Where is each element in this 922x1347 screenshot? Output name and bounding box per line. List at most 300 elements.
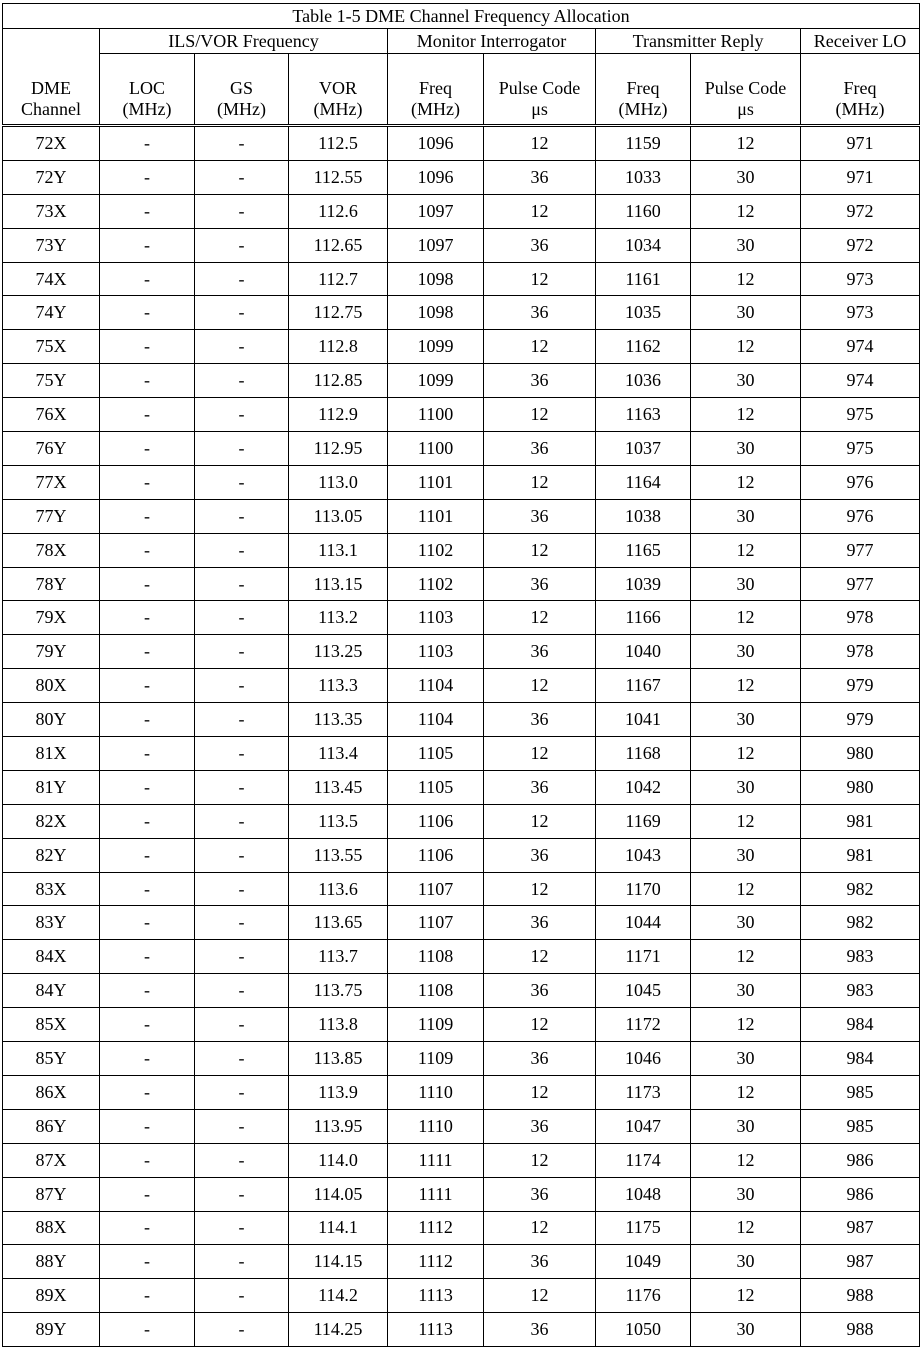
cell-transmitter-pulse: 12: [691, 465, 801, 499]
cell-receiver-freq: 981: [801, 804, 920, 838]
cell-transmitter-pulse: 30: [691, 838, 801, 872]
cell-gs: -: [195, 228, 289, 262]
cell-transmitter-freq: 1169: [596, 804, 691, 838]
cell-monitor-freq: 1108: [388, 974, 484, 1008]
cell-dme-channel: 89X: [3, 1279, 100, 1313]
cell-gs: -: [195, 296, 289, 330]
cell-monitor-freq: 1108: [388, 940, 484, 974]
cell-vor: 113.55: [289, 838, 388, 872]
sub-header-row: [3, 54, 920, 126]
cell-monitor-pulse: 12: [484, 872, 596, 906]
cell-vor: 113.8: [289, 1008, 388, 1042]
table-row: [3, 330, 920, 364]
cell-transmitter-freq: 1044: [596, 906, 691, 940]
cell-transmitter-pulse: 30: [691, 635, 801, 669]
cell-receiver-freq: 985: [801, 1109, 920, 1143]
cell-vor: 113.4: [289, 737, 388, 771]
cell-receiver-freq: 988: [801, 1279, 920, 1313]
cell-vor: 112.8: [289, 330, 388, 364]
cell-dme-channel: 84X: [3, 940, 100, 974]
cell-dme-channel: 87X: [3, 1143, 100, 1177]
cell-dme-channel: 83X: [3, 872, 100, 906]
cell-monitor-pulse: 36: [484, 838, 596, 872]
cell-monitor-pulse: 36: [484, 1313, 596, 1347]
cell-monitor-freq: 1105: [388, 770, 484, 804]
cell-vor: 112.6: [289, 194, 388, 228]
cell-transmitter-freq: 1033: [596, 160, 691, 194]
cell-loc: -: [100, 262, 195, 296]
group-ils-vor: ILS/VOR Frequency: [100, 29, 388, 54]
cell-monitor-pulse: 12: [484, 1008, 596, 1042]
cell-gs: -: [195, 262, 289, 296]
header-loc-label: LOC (MHz): [122, 78, 172, 119]
cell-loc: -: [100, 194, 195, 228]
cell-transmitter-pulse: 30: [691, 906, 801, 940]
cell-monitor-freq: 1112: [388, 1211, 484, 1245]
cell-transmitter-pulse: 30: [691, 770, 801, 804]
table-row: [3, 465, 920, 499]
cell-transmitter-pulse: 30: [691, 567, 801, 601]
cell-monitor-freq: 1113: [388, 1279, 484, 1313]
cell-transmitter-pulse: 12: [691, 1279, 801, 1313]
cell-receiver-freq: 980: [801, 737, 920, 771]
table-row: [3, 1008, 920, 1042]
cell-transmitter-freq: 1049: [596, 1245, 691, 1279]
cell-monitor-freq: 1098: [388, 262, 484, 296]
cell-vor: 113.6: [289, 872, 388, 906]
cell-receiver-freq: 972: [801, 228, 920, 262]
cell-gs: -: [195, 126, 289, 161]
cell-dme-channel: 76Y: [3, 432, 100, 466]
cell-monitor-pulse: 36: [484, 567, 596, 601]
cell-gs: -: [195, 1245, 289, 1279]
cell-transmitter-pulse: 12: [691, 262, 801, 296]
cell-transmitter-pulse: 30: [691, 1109, 801, 1143]
cell-monitor-freq: 1110: [388, 1109, 484, 1143]
table-row: [3, 567, 920, 601]
cell-receiver-freq: 971: [801, 160, 920, 194]
cell-monitor-pulse: 36: [484, 296, 596, 330]
header-monitor-freq-label: Freq (MHz): [411, 78, 461, 119]
cell-loc: -: [100, 1075, 195, 1109]
cell-transmitter-freq: 1040: [596, 635, 691, 669]
cell-monitor-pulse: 36: [484, 703, 596, 737]
cell-transmitter-pulse: 12: [691, 601, 801, 635]
cell-transmitter-freq: 1164: [596, 465, 691, 499]
cell-transmitter-freq: 1173: [596, 1075, 691, 1109]
cell-dme-channel: 81Y: [3, 770, 100, 804]
cell-gs: -: [195, 194, 289, 228]
cell-monitor-pulse: 12: [484, 804, 596, 838]
cell-gs: -: [195, 1109, 289, 1143]
cell-transmitter-pulse: 30: [691, 432, 801, 466]
cell-monitor-freq: 1109: [388, 1008, 484, 1042]
dme-frequency-table: [2, 3, 920, 1347]
cell-monitor-pulse: 12: [484, 1075, 596, 1109]
cell-receiver-freq: 978: [801, 601, 920, 635]
cell-gs: -: [195, 770, 289, 804]
cell-transmitter-freq: 1161: [596, 262, 691, 296]
table-row: [3, 737, 920, 771]
cell-dme-channel: 76X: [3, 398, 100, 432]
cell-transmitter-freq: 1045: [596, 974, 691, 1008]
cell-transmitter-pulse: 12: [691, 126, 801, 161]
table-row: [3, 499, 920, 533]
cell-dme-channel: 85Y: [3, 1042, 100, 1076]
cell-receiver-freq: 980: [801, 770, 920, 804]
cell-transmitter-pulse: 30: [691, 499, 801, 533]
header-vor: [289, 54, 388, 126]
cell-dme-channel: 77X: [3, 465, 100, 499]
cell-vor: 112.9: [289, 398, 388, 432]
cell-vor: 112.7: [289, 262, 388, 296]
cell-loc: -: [100, 1245, 195, 1279]
cell-loc: -: [100, 296, 195, 330]
cell-vor: 113.05: [289, 499, 388, 533]
cell-vor: 112.55: [289, 160, 388, 194]
header-loc: [100, 54, 195, 126]
cell-loc: -: [100, 940, 195, 974]
cell-transmitter-freq: 1041: [596, 703, 691, 737]
cell-monitor-freq: 1111: [388, 1177, 484, 1211]
table-row: [3, 194, 920, 228]
cell-gs: -: [195, 872, 289, 906]
cell-vor: 114.1: [289, 1211, 388, 1245]
cell-dme-channel: 77Y: [3, 499, 100, 533]
table-row: [3, 872, 920, 906]
cell-dme-channel: 72X: [3, 126, 100, 161]
table-row: [3, 228, 920, 262]
cell-loc: -: [100, 872, 195, 906]
cell-receiver-freq: 974: [801, 330, 920, 364]
cell-monitor-pulse: 36: [484, 770, 596, 804]
cell-gs: -: [195, 703, 289, 737]
cell-monitor-pulse: 36: [484, 160, 596, 194]
cell-monitor-pulse: 36: [484, 635, 596, 669]
dme-frequency-table-container: [2, 3, 919, 1347]
cell-loc: -: [100, 804, 195, 838]
cell-vor: 113.95: [289, 1109, 388, 1143]
table-row: [3, 804, 920, 838]
cell-transmitter-freq: 1163: [596, 398, 691, 432]
table-row: [3, 398, 920, 432]
cell-monitor-freq: 1113: [388, 1313, 484, 1347]
cell-monitor-freq: 1110: [388, 1075, 484, 1109]
cell-loc: -: [100, 906, 195, 940]
cell-receiver-freq: 976: [801, 465, 920, 499]
cell-vor: 114.2: [289, 1279, 388, 1313]
cell-monitor-pulse: 36: [484, 1042, 596, 1076]
table-row: [3, 533, 920, 567]
cell-monitor-pulse: 36: [484, 1245, 596, 1279]
cell-transmitter-pulse: 12: [691, 330, 801, 364]
cell-monitor-pulse: 36: [484, 906, 596, 940]
table-row: [3, 906, 920, 940]
cell-transmitter-pulse: 30: [691, 228, 801, 262]
cell-loc: -: [100, 126, 195, 161]
cell-receiver-freq: 981: [801, 838, 920, 872]
cell-dme-channel: 83Y: [3, 906, 100, 940]
cell-dme-channel: 88X: [3, 1211, 100, 1245]
cell-receiver-freq: 988: [801, 1313, 920, 1347]
cell-gs: -: [195, 906, 289, 940]
cell-transmitter-freq: 1175: [596, 1211, 691, 1245]
table-title: Table 1-5 DME Channel Frequency Allocation: [2, 3, 920, 28]
cell-loc: -: [100, 228, 195, 262]
cell-gs: -: [195, 330, 289, 364]
cell-gs: -: [195, 465, 289, 499]
cell-transmitter-pulse: 30: [691, 364, 801, 398]
cell-loc: -: [100, 398, 195, 432]
cell-receiver-freq: 979: [801, 703, 920, 737]
cell-receiver-freq: 987: [801, 1211, 920, 1245]
cell-monitor-freq: 1102: [388, 533, 484, 567]
cell-transmitter-freq: 1048: [596, 1177, 691, 1211]
cell-receiver-freq: 975: [801, 432, 920, 466]
cell-loc: -: [100, 1008, 195, 1042]
cell-transmitter-pulse: 30: [691, 1042, 801, 1076]
cell-monitor-freq: 1097: [388, 228, 484, 262]
cell-transmitter-pulse: 12: [691, 940, 801, 974]
cell-loc: -: [100, 432, 195, 466]
table-row: [3, 432, 920, 466]
cell-loc: -: [100, 974, 195, 1008]
cell-monitor-freq: 1109: [388, 1042, 484, 1076]
cell-gs: -: [195, 1008, 289, 1042]
cell-loc: -: [100, 703, 195, 737]
table-row: [3, 601, 920, 635]
cell-transmitter-pulse: 12: [691, 1143, 801, 1177]
cell-gs: -: [195, 838, 289, 872]
cell-receiver-freq: 973: [801, 296, 920, 330]
cell-dme-channel: 78Y: [3, 567, 100, 601]
cell-monitor-pulse: 12: [484, 1211, 596, 1245]
cell-vor: 113.0: [289, 465, 388, 499]
cell-monitor-freq: 1106: [388, 804, 484, 838]
cell-transmitter-pulse: 12: [691, 533, 801, 567]
cell-vor: 113.7: [289, 940, 388, 974]
cell-loc: -: [100, 160, 195, 194]
cell-transmitter-freq: 1166: [596, 601, 691, 635]
header-monitor-pulse: [484, 54, 596, 126]
cell-dme-channel: 84Y: [3, 974, 100, 1008]
cell-monitor-freq: 1096: [388, 126, 484, 161]
cell-loc: -: [100, 1211, 195, 1245]
cell-dme-channel: 88Y: [3, 1245, 100, 1279]
cell-monitor-pulse: 36: [484, 1177, 596, 1211]
cell-transmitter-freq: 1165: [596, 533, 691, 567]
cell-receiver-freq: 985: [801, 1075, 920, 1109]
cell-vor: 114.25: [289, 1313, 388, 1347]
cell-monitor-pulse: 12: [484, 1279, 596, 1313]
cell-monitor-pulse: 12: [484, 194, 596, 228]
cell-monitor-freq: 1099: [388, 330, 484, 364]
table-row: [3, 296, 920, 330]
cell-transmitter-freq: 1050: [596, 1313, 691, 1347]
table-row: [3, 770, 920, 804]
cell-monitor-freq: 1107: [388, 872, 484, 906]
cell-receiver-freq: 986: [801, 1143, 920, 1177]
cell-loc: -: [100, 1279, 195, 1313]
cell-receiver-freq: 976: [801, 499, 920, 533]
cell-transmitter-freq: 1038: [596, 499, 691, 533]
cell-receiver-freq: 977: [801, 533, 920, 567]
cell-monitor-freq: 1106: [388, 838, 484, 872]
cell-dme-channel: 79X: [3, 601, 100, 635]
cell-transmitter-pulse: 12: [691, 804, 801, 838]
cell-transmitter-freq: 1037: [596, 432, 691, 466]
cell-monitor-pulse: 12: [484, 601, 596, 635]
cell-transmitter-pulse: 12: [691, 669, 801, 703]
cell-dme-channel: 78X: [3, 533, 100, 567]
cell-gs: -: [195, 804, 289, 838]
cell-loc: -: [100, 737, 195, 771]
cell-receiver-freq: 971: [801, 126, 920, 161]
cell-transmitter-pulse: 12: [691, 737, 801, 771]
cell-gs: -: [195, 669, 289, 703]
group-receiver-lo: Receiver LO: [801, 29, 920, 54]
cell-transmitter-pulse: 30: [691, 974, 801, 1008]
cell-transmitter-freq: 1167: [596, 669, 691, 703]
cell-transmitter-pulse: 30: [691, 1177, 801, 1211]
cell-gs: -: [195, 1075, 289, 1109]
cell-gs: -: [195, 1042, 289, 1076]
cell-monitor-pulse: 36: [484, 499, 596, 533]
cell-transmitter-freq: 1036: [596, 364, 691, 398]
cell-monitor-freq: 1104: [388, 669, 484, 703]
group-header-row: [3, 29, 920, 54]
cell-transmitter-freq: 1172: [596, 1008, 691, 1042]
cell-receiver-freq: 984: [801, 1042, 920, 1076]
cell-transmitter-pulse: 30: [691, 703, 801, 737]
cell-receiver-freq: 984: [801, 1008, 920, 1042]
header-dme-channel: [3, 29, 100, 126]
cell-monitor-pulse: 12: [484, 398, 596, 432]
cell-dme-channel: 85X: [3, 1008, 100, 1042]
header-transmitter-freq-label: Freq (MHz): [618, 78, 668, 119]
cell-dme-channel: 74Y: [3, 296, 100, 330]
cell-loc: -: [100, 635, 195, 669]
cell-loc: -: [100, 533, 195, 567]
cell-vor: 113.15: [289, 567, 388, 601]
cell-loc: -: [100, 567, 195, 601]
cell-transmitter-pulse: 30: [691, 296, 801, 330]
table-row: [3, 262, 920, 296]
cell-receiver-freq: 978: [801, 635, 920, 669]
cell-monitor-freq: 1103: [388, 635, 484, 669]
cell-transmitter-pulse: 12: [691, 1075, 801, 1109]
header-monitor-freq: [388, 54, 484, 126]
cell-dme-channel: 89Y: [3, 1313, 100, 1347]
table-row: [3, 1313, 920, 1347]
cell-vor: 113.3: [289, 669, 388, 703]
cell-vor: 113.75: [289, 974, 388, 1008]
cell-transmitter-pulse: 12: [691, 1211, 801, 1245]
cell-transmitter-freq: 1174: [596, 1143, 691, 1177]
cell-monitor-freq: 1112: [388, 1245, 484, 1279]
header-receiver-freq: [801, 54, 920, 126]
table-body: [3, 126, 920, 1347]
cell-transmitter-freq: 1042: [596, 770, 691, 804]
table-row: [3, 838, 920, 872]
cell-gs: -: [195, 601, 289, 635]
cell-dme-channel: 73X: [3, 194, 100, 228]
header-vor-label: VOR (MHz): [313, 78, 363, 119]
cell-transmitter-freq: 1043: [596, 838, 691, 872]
cell-gs: -: [195, 940, 289, 974]
cell-monitor-freq: 1111: [388, 1143, 484, 1177]
cell-loc: -: [100, 364, 195, 398]
cell-gs: -: [195, 974, 289, 1008]
cell-monitor-pulse: 36: [484, 364, 596, 398]
header-gs-label: GS (MHz): [217, 78, 266, 119]
header-receiver-freq-label: Freq (MHz): [835, 78, 885, 119]
cell-monitor-freq: 1103: [388, 601, 484, 635]
table-row: [3, 669, 920, 703]
cell-dme-channel: 87Y: [3, 1177, 100, 1211]
cell-dme-channel: 74X: [3, 262, 100, 296]
cell-monitor-freq: 1097: [388, 194, 484, 228]
table-row: [3, 1042, 920, 1076]
cell-gs: -: [195, 1313, 289, 1347]
cell-loc: -: [100, 465, 195, 499]
cell-dme-channel: 86X: [3, 1075, 100, 1109]
cell-vor: 112.65: [289, 228, 388, 262]
cell-dme-channel: 75X: [3, 330, 100, 364]
cell-gs: -: [195, 1279, 289, 1313]
cell-monitor-pulse: 12: [484, 737, 596, 771]
cell-vor: 113.35: [289, 703, 388, 737]
cell-loc: -: [100, 1109, 195, 1143]
cell-transmitter-freq: 1162: [596, 330, 691, 364]
table-row: [3, 940, 920, 974]
cell-loc: -: [100, 1313, 195, 1347]
cell-vor: 113.85: [289, 1042, 388, 1076]
table-row: [3, 364, 920, 398]
cell-gs: -: [195, 499, 289, 533]
cell-transmitter-pulse: 12: [691, 194, 801, 228]
table-row: [3, 1143, 920, 1177]
cell-loc: -: [100, 1143, 195, 1177]
cell-receiver-freq: 983: [801, 940, 920, 974]
header-monitor-pulse-label: Pulse Code μs: [498, 78, 581, 119]
cell-monitor-pulse: 36: [484, 432, 596, 466]
table-row: [3, 974, 920, 1008]
cell-monitor-pulse: 12: [484, 669, 596, 703]
cell-transmitter-pulse: 12: [691, 872, 801, 906]
cell-monitor-freq: 1100: [388, 432, 484, 466]
cell-receiver-freq: 975: [801, 398, 920, 432]
cell-loc: -: [100, 838, 195, 872]
table-row: [3, 126, 920, 161]
cell-receiver-freq: 987: [801, 1245, 920, 1279]
cell-monitor-pulse: 12: [484, 465, 596, 499]
cell-transmitter-freq: 1171: [596, 940, 691, 974]
cell-gs: -: [195, 1143, 289, 1177]
cell-monitor-pulse: 12: [484, 1143, 596, 1177]
cell-receiver-freq: 977: [801, 567, 920, 601]
cell-dme-channel: 79Y: [3, 635, 100, 669]
cell-monitor-pulse: 12: [484, 262, 596, 296]
cell-gs: -: [195, 1177, 289, 1211]
cell-transmitter-pulse: 30: [691, 1245, 801, 1279]
cell-loc: -: [100, 669, 195, 703]
cell-dme-channel: 81X: [3, 737, 100, 771]
table-row: [3, 635, 920, 669]
cell-gs: -: [195, 432, 289, 466]
header-transmitter-freq: [596, 54, 691, 126]
cell-loc: -: [100, 330, 195, 364]
